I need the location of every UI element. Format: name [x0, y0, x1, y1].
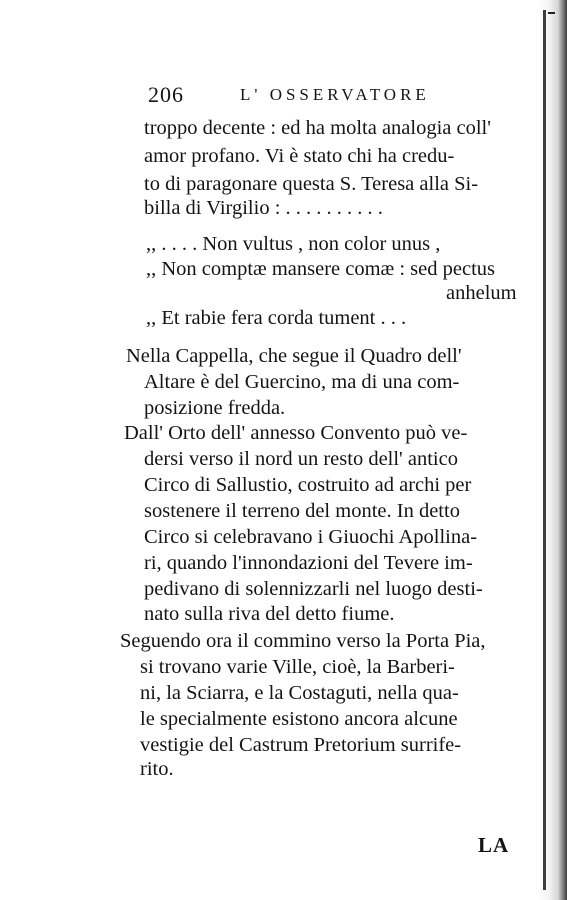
text-line: rito. [140, 758, 174, 780]
text-line: ni, la Sciarra, e la Costaguti, nella qua- [140, 682, 459, 704]
text-line: dersi verso il nord un resto dell' antico [144, 448, 458, 470]
text-line: Circo di Sallustio, costruito ad archi per [144, 474, 472, 496]
text-line: billa di Virgilio : . . . . . . . . . . [144, 197, 383, 219]
binding-edge-tick [548, 12, 555, 14]
text-line: Nella Cappella, che segue il Quadro dell' [126, 345, 462, 367]
text-line: amor profano. Vi è stato chi ha credu- [144, 145, 455, 167]
verse-line: ,, Et rabie fera corda tument . . . [146, 307, 407, 329]
text-line: pedivano di solennizzarli nel luogo desti- [144, 578, 483, 600]
text-line: sostenere il terreno del monte. In detto [144, 500, 460, 522]
text-line: posizione fredda. [144, 397, 286, 419]
text-line: vestigie del Castrum Pretorium surrife- [140, 734, 462, 756]
text-line: Seguendo ora il commino verso la Porta Pia, [120, 630, 486, 652]
text-line: Altare è del Guercino, ma di una com- [144, 371, 460, 393]
page-edge-shadow [537, 0, 567, 900]
binding-edge-line [543, 10, 546, 890]
text-line: ri, quando l'innondazioni del Tevere im- [144, 552, 473, 574]
text-line: nato sulla riva del detto fiume. [144, 603, 395, 625]
verse-line-continuation: anhelum [446, 282, 517, 304]
text-line: le specialmente esistono ancora alcune [140, 708, 458, 730]
verse-line: ,, . . . . Non vultus , non color unus , [146, 233, 441, 255]
page-header [148, 82, 438, 112]
text-line: Circo si celebravano i Giuochi Apollina- [144, 526, 478, 548]
running-title: L' OSSERVATORE [240, 85, 430, 104]
catchword: LA [478, 833, 510, 857]
text-line: troppo decente : ed ha molta analogia coll' [144, 117, 491, 139]
text-line: to di paragonare questa S. Teresa alla Si- [144, 173, 479, 195]
text-line: si trovano varie Ville, cioè, la Barberi- [140, 656, 455, 678]
page-number: 206 [148, 82, 184, 107]
verse-line: ,, Non comptæ mansere comæ : sed pectus [146, 258, 496, 280]
text-line: Dall' Orto dell' annesso Convento può ve- [124, 422, 468, 444]
